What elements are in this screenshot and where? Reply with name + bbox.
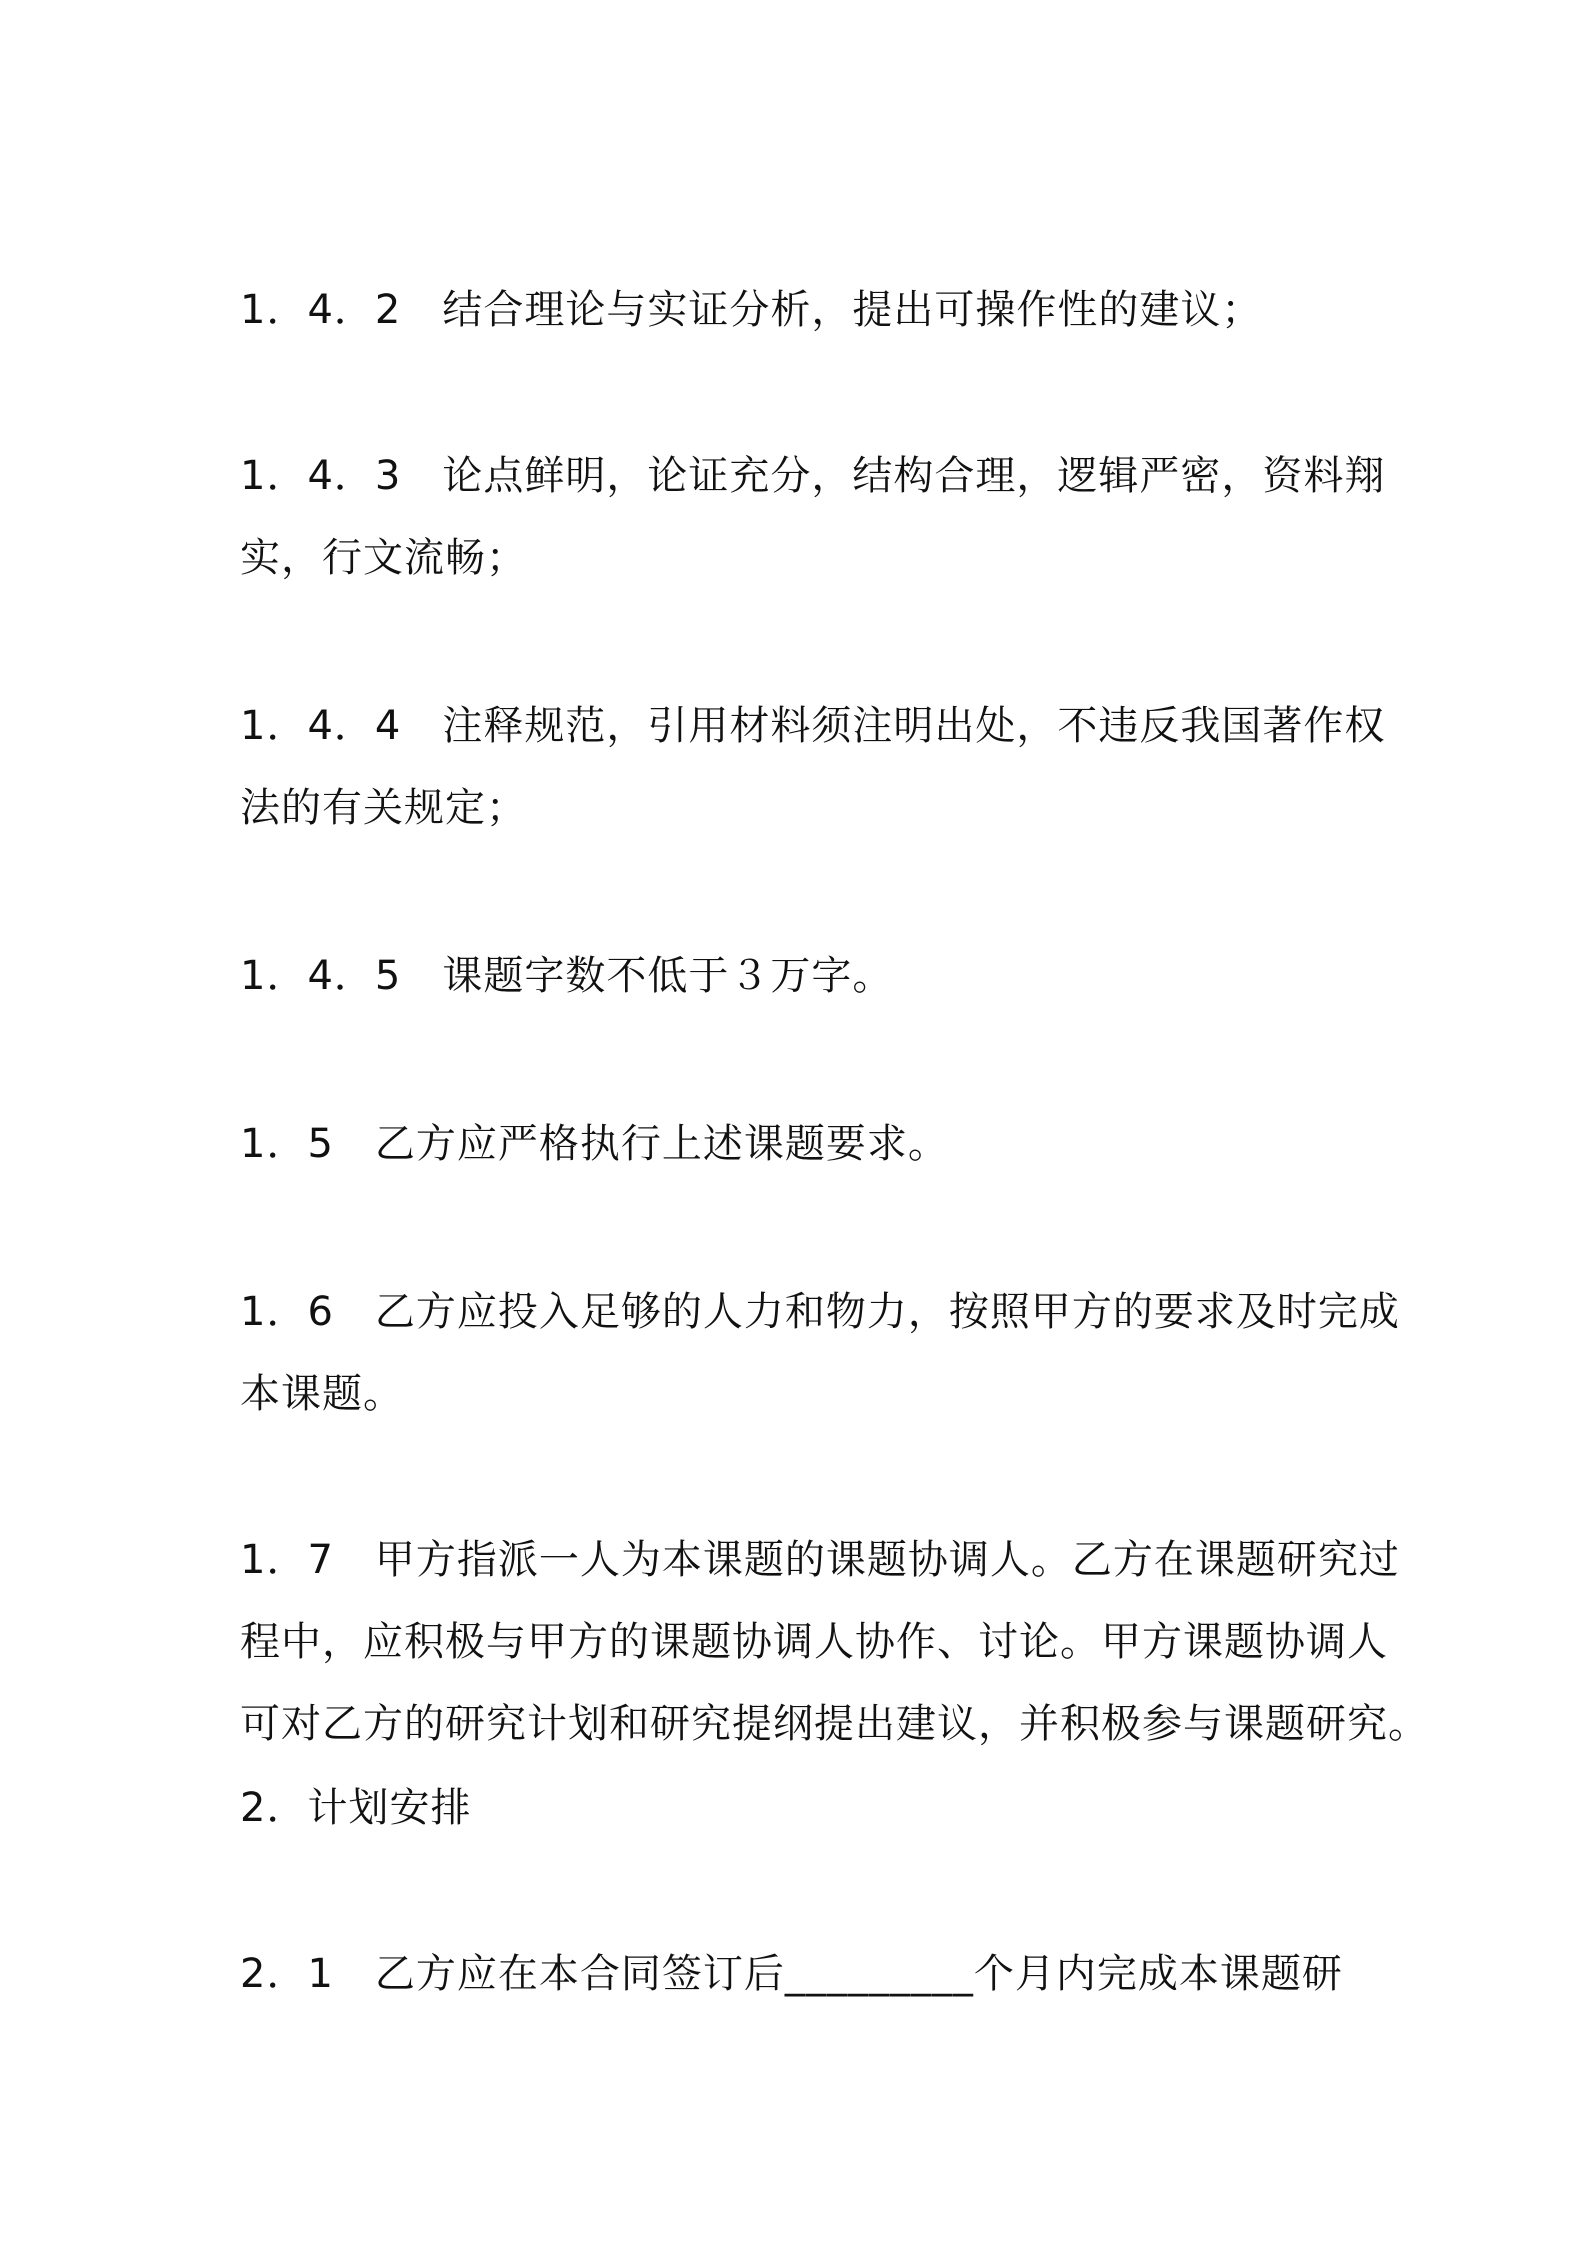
- clause-1-7: 1．7 甲方指派一人为本课题的课题协调人。乙方在课题研究过: [240, 1537, 1400, 1583]
- clause-1-4-3: 1．4．3 论点鲜明，论证充分，结构合理，逻辑严密，资料翔: [240, 453, 1386, 499]
- clause-2-1: 2．1 乙方应在本合同签订后_________个月内完成本课题研: [240, 1951, 1343, 1997]
- clause-1-7-cont-2: 可对乙方的研究计划和研究提纲提出建议，并积极参与课题研究。: [240, 1701, 1429, 1747]
- clause-1-6: 1．6 乙方应投入足够的人力和物力，按照甲方的要求及时完成: [240, 1289, 1400, 1335]
- clause-1-6-cont: 本课题。: [240, 1371, 404, 1417]
- clause-1-4-5: 1．4．5 课题字数不低于３万字。: [240, 953, 894, 999]
- clause-1-4-2: 1．4．2 结合理论与实证分析，提出可操作性的建议；: [240, 287, 1263, 333]
- section-2-heading: 2．计划安排: [240, 1785, 472, 1831]
- clause-1-4-3-cont: 实，行文流畅；: [240, 535, 527, 581]
- clause-1-4-4: 1．4．4 注释规范，引用材料须注明出处，不违反我国著作权: [240, 703, 1386, 749]
- clause-1-5: 1．5 乙方应严格执行上述课题要求。: [240, 1121, 949, 1167]
- clause-1-4-4-cont: 法的有关规定；: [240, 785, 527, 831]
- clause-1-7-cont-1: 程中，应积极与甲方的课题协调人协作、讨论。甲方课题协调人: [240, 1619, 1388, 1665]
